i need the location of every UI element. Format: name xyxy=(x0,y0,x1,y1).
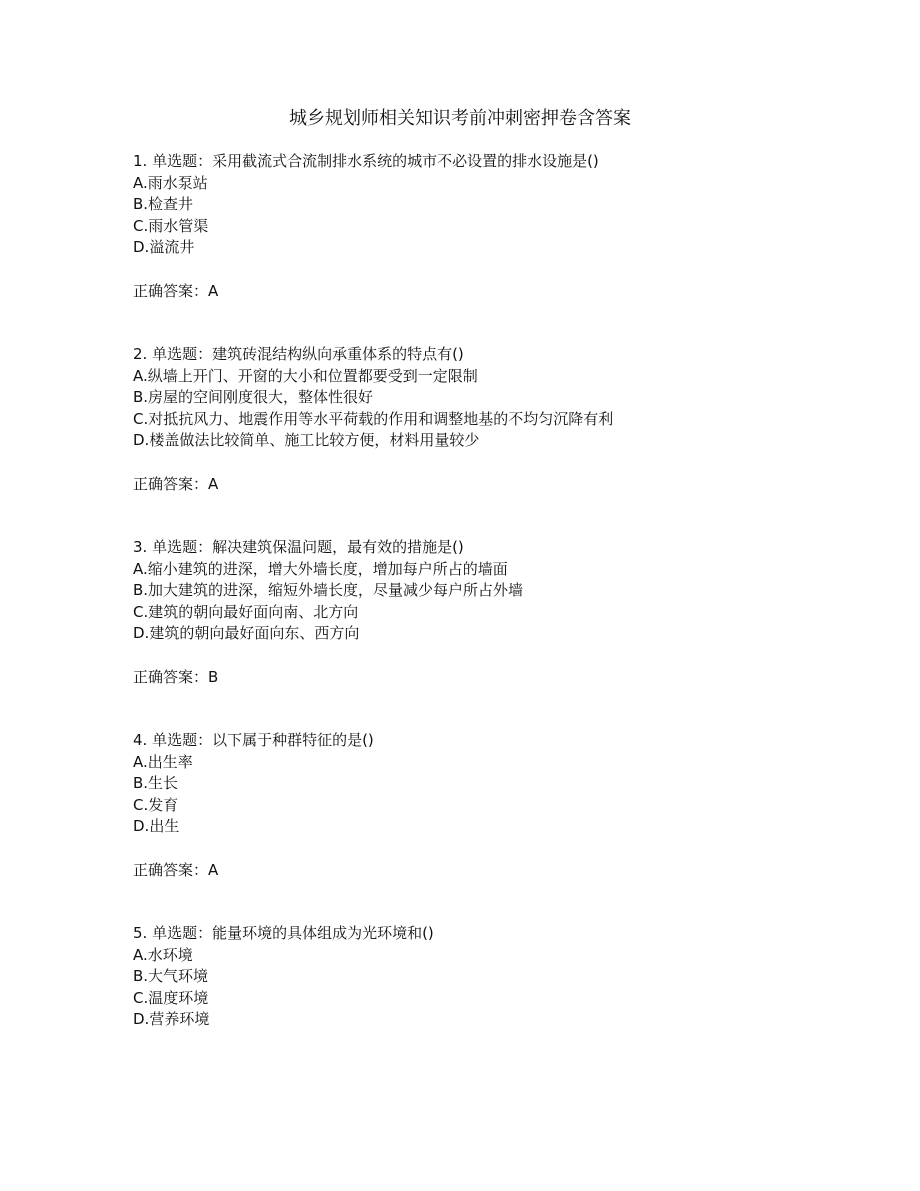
question-4 xyxy=(133,730,833,882)
question-2 xyxy=(133,344,833,496)
option-a: A.出生率 xyxy=(133,752,193,771)
option-b: B.生长 xyxy=(133,774,179,793)
option-c: C.建筑的朝向最好面向南、北方向 xyxy=(133,602,359,621)
option-b: B.检查井 xyxy=(133,195,194,214)
correct-answer: 正确答案：A xyxy=(133,474,219,493)
question-5 xyxy=(133,923,833,1031)
correct-answer: 正确答案：A xyxy=(133,860,219,879)
document-title: 城乡规划师相关知识考前冲刺密押卷含答案 xyxy=(289,108,631,129)
question-3 xyxy=(133,537,833,689)
option-b: B.房屋的空间刚度很大，整体性很好 xyxy=(133,388,374,407)
question-1 xyxy=(133,151,833,303)
option-a: A.缩小建筑的进深，增大外墙长度，增加每户所占的墙面 xyxy=(133,559,508,578)
option-d: D.建筑的朝向最好面向东、西方向 xyxy=(133,624,360,643)
option-c: C.温度环境 xyxy=(133,988,209,1007)
option-a: A.水环境 xyxy=(133,945,193,964)
question-stem: 5. 单选题：能量环境的具体组成为光环境和() xyxy=(133,924,434,942)
option-c: C.发育 xyxy=(133,795,179,814)
option-a: A.雨水泵站 xyxy=(133,173,208,192)
correct-answer: 正确答案：B xyxy=(133,667,219,686)
question-stem: 3. 单选题：解决建筑保温问题，最有效的措施是() xyxy=(133,538,464,556)
question-stem: 1. 单选题：采用截流式合流制排水系统的城市不必设置的排水设施是() xyxy=(133,152,599,170)
option-d: D.出生 xyxy=(133,817,180,836)
option-d: D.楼盖做法比较简单、施工比较方便，材料用量较少 xyxy=(133,431,480,450)
option-c: C.对抵抗风力、地震作用等水平荷载的作用和调整地基的不均匀沉降有利 xyxy=(133,409,614,428)
option-d: D.溢流井 xyxy=(133,238,195,257)
option-b: B.大气环境 xyxy=(133,967,209,986)
question-stem: 4. 单选题：以下属于种群特征的是() xyxy=(133,731,374,749)
option-a: A.纵墙上开门、开窗的大小和位置都要受到一定限制 xyxy=(133,366,478,385)
option-b: B.加大建筑的进深，缩短外墙长度，尽量减少每户所占外墙 xyxy=(133,581,524,600)
correct-answer: 正确答案：A xyxy=(133,281,219,300)
option-d: D.营养环境 xyxy=(133,1010,210,1029)
option-c: C.雨水管渠 xyxy=(133,216,209,235)
question-stem: 2. 单选题：建筑砖混结构纵向承重体系的特点有() xyxy=(133,345,464,363)
